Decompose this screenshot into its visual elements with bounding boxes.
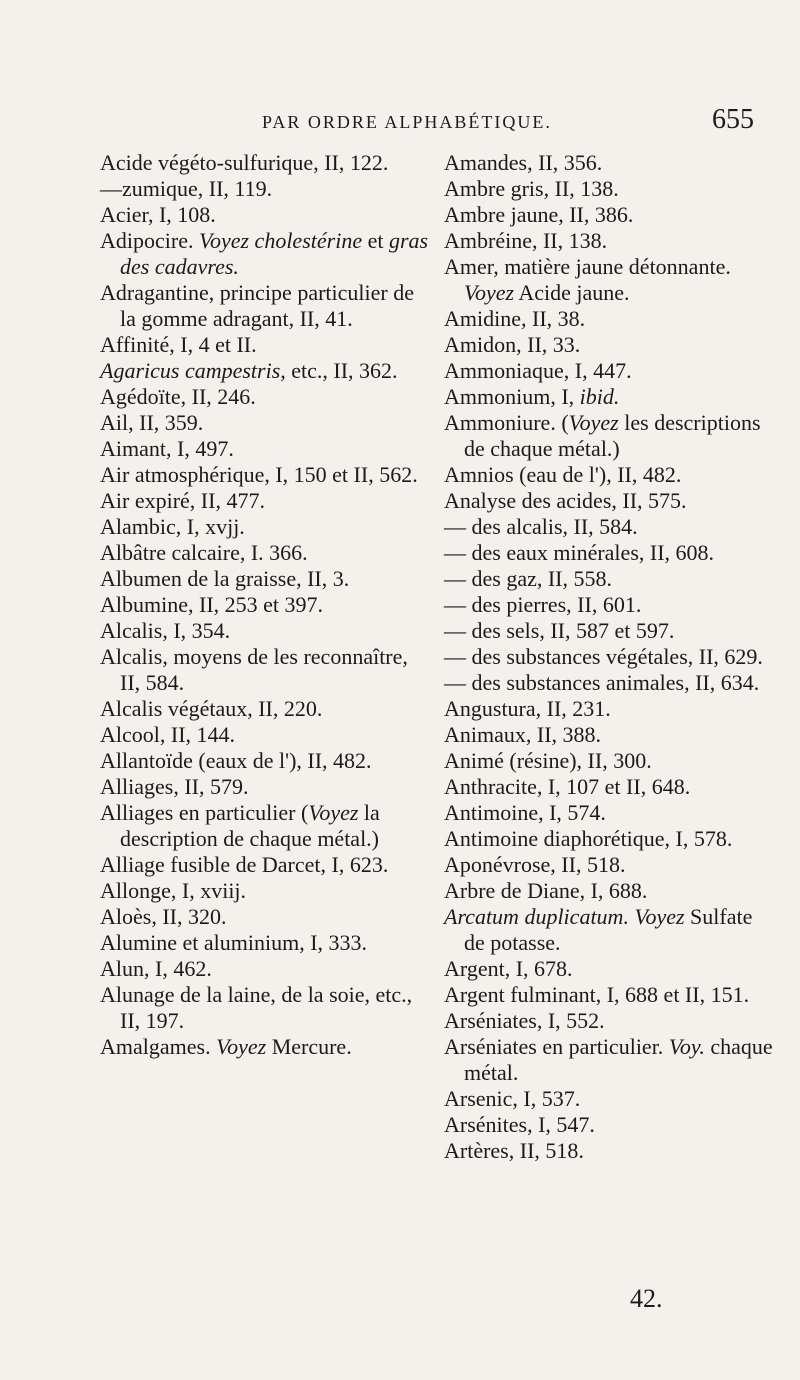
entry-italic-text: Voyez bbox=[568, 410, 619, 435]
index-entry bbox=[100, 722, 430, 748]
entry-text: Anthracite, I, 107 et II, 648. bbox=[444, 774, 691, 799]
entry-text: Arsenic, I, 537. bbox=[444, 1086, 581, 1111]
entry-text: Albâtre calcaire, I. 366. bbox=[100, 540, 308, 565]
index-entry bbox=[100, 982, 430, 1034]
index-entry bbox=[100, 410, 430, 436]
index-entry bbox=[100, 228, 430, 280]
index-entry bbox=[444, 514, 774, 540]
index-entry bbox=[444, 254, 774, 306]
entry-text: — des alcalis, II, 584. bbox=[444, 514, 638, 539]
index-entry bbox=[444, 722, 774, 748]
entry-text: Alunage de la laine, de la soie, etc., II, 197. bbox=[100, 982, 413, 1033]
entry-text: Ammonium, I, bbox=[444, 384, 575, 409]
entry-text: etc., II, 362. bbox=[285, 358, 398, 383]
entry-text: Artères, II, 518. bbox=[444, 1138, 584, 1163]
entry-text: Acide végéto-sulfurique, II, 122. bbox=[100, 150, 389, 175]
entry-text: Amalgames. bbox=[100, 1034, 211, 1059]
entry-text: Allantoïde (eaux de l'), II, 482. bbox=[100, 748, 372, 773]
entry-text: Adipocire. bbox=[100, 228, 194, 253]
index-entry bbox=[100, 800, 430, 852]
entry-text: — des substances végétales, II, 629. bbox=[444, 644, 763, 669]
index-entry bbox=[444, 488, 774, 514]
entry-text: Animé (résine), II, 300. bbox=[444, 748, 652, 773]
index-entry bbox=[444, 462, 774, 488]
index-entry bbox=[444, 1086, 774, 1112]
entry-text: Alcool, II, 144. bbox=[100, 722, 236, 747]
index-entry bbox=[444, 1138, 774, 1164]
entry-text: Arséniates en particulier. bbox=[444, 1034, 664, 1059]
index-entry bbox=[100, 280, 430, 332]
index-entry bbox=[100, 332, 430, 358]
index-entry bbox=[100, 176, 430, 202]
entry-text: chaque métal. bbox=[464, 1034, 773, 1085]
entry-text: Ail, II, 359. bbox=[100, 410, 204, 435]
running-title: PAR ORDRE ALPHABÉTIQUE. bbox=[262, 111, 552, 132]
index-entry bbox=[444, 956, 774, 982]
entry-text: Air expiré, II, 477. bbox=[100, 488, 265, 513]
entry-text: et bbox=[362, 228, 389, 253]
index-entry bbox=[444, 852, 774, 878]
entry-italic-text: Arcatum duplicatum. bbox=[444, 904, 629, 929]
index-entry bbox=[100, 592, 430, 618]
entry-text: Arséniates, I, 552. bbox=[444, 1008, 605, 1033]
index-entry bbox=[100, 878, 430, 904]
index-entry bbox=[444, 592, 774, 618]
entry-text: — des gaz, II, 558. bbox=[444, 566, 613, 591]
index-entry bbox=[100, 436, 430, 462]
index-entry bbox=[444, 1008, 774, 1034]
entry-text: Ambréine, II, 138. bbox=[444, 228, 608, 253]
entry-text: Albumine, II, 253 et 397. bbox=[100, 592, 324, 617]
entry-italic-text: Voyez bbox=[308, 800, 359, 825]
entry-text: Amnios (eau de l'), II, 482. bbox=[444, 462, 682, 487]
entry-text: Alliages en particulier ( bbox=[100, 800, 309, 825]
entry-text: Albumen de la graisse, II, 3. bbox=[100, 566, 350, 591]
index-entry bbox=[444, 1034, 774, 1086]
entry-text: Amidon, II, 33. bbox=[444, 332, 581, 357]
page-number: 655 bbox=[712, 104, 754, 135]
entry-text: les descriptions de chaque métal.) bbox=[464, 410, 761, 461]
index-entry bbox=[444, 540, 774, 566]
index-entry bbox=[100, 358, 430, 384]
entry-text: Analyse des acides, II, 575. bbox=[444, 488, 687, 513]
entry-text: Alcalis, moyens de les reconnaître, II, 584. bbox=[100, 644, 408, 695]
entry-text: — des substances animales, II, 634. bbox=[444, 670, 760, 695]
entry-text: Argent fulminant, I, 688 et II, 151. bbox=[444, 982, 750, 1007]
entry-text: Ambre gris, II, 138. bbox=[444, 176, 619, 201]
entry-italic-text: Voyez cholestérine bbox=[198, 228, 363, 253]
index-entry bbox=[444, 384, 774, 410]
entry-text: Acide jaune. bbox=[514, 280, 630, 305]
index-entry bbox=[100, 930, 430, 956]
index-entry bbox=[100, 488, 430, 514]
entry-text: Aponévrose, II, 518. bbox=[444, 852, 626, 877]
entry-text: Alliages, II, 579. bbox=[100, 774, 249, 799]
entry-italic-text: ibid. bbox=[579, 384, 620, 409]
index-entry bbox=[100, 956, 430, 982]
entry-text: Alcalis, I, 354. bbox=[100, 618, 231, 643]
index-entry bbox=[444, 696, 774, 722]
entry-text: — des eaux minérales, II, 608. bbox=[444, 540, 715, 565]
entry-italic-text: Voyez bbox=[464, 280, 515, 305]
signature-mark: 42. bbox=[630, 1284, 663, 1313]
entry-text: Antimoine diaphorétique, I, 578. bbox=[444, 826, 733, 851]
entry-text: Arbre de Diane, I, 688. bbox=[444, 878, 648, 903]
index-entry bbox=[444, 748, 774, 774]
index-entry bbox=[100, 514, 430, 540]
index-entry bbox=[444, 176, 774, 202]
index-entry bbox=[100, 618, 430, 644]
index-entry bbox=[444, 566, 774, 592]
index-entry bbox=[100, 774, 430, 800]
entry-text: — des sels, II, 587 et 597. bbox=[444, 618, 675, 643]
index-entry bbox=[444, 1112, 774, 1138]
entry-text: Alun, I, 462. bbox=[100, 956, 212, 981]
index-entry bbox=[444, 618, 774, 644]
entry-text: Adragantine, principe particulier de la gomme adragant, II, 41. bbox=[100, 280, 414, 331]
index-entry bbox=[100, 748, 430, 774]
index-entry bbox=[444, 644, 774, 670]
index-entry bbox=[444, 670, 774, 696]
entry-text: Sulfate de potasse. bbox=[464, 904, 753, 955]
entry-text: Angustura, II, 231. bbox=[444, 696, 611, 721]
entry-italic-text: Voyez bbox=[216, 1034, 267, 1059]
index-entry bbox=[100, 462, 430, 488]
index-entry bbox=[444, 982, 774, 1008]
index-entry bbox=[444, 904, 774, 956]
index-entry bbox=[444, 826, 774, 852]
entry-text: Air atmosphérique, I, 150 et II, 562. bbox=[100, 462, 418, 487]
entry-text: Ammoniaque, I, 447. bbox=[444, 358, 632, 383]
index-entry bbox=[444, 410, 774, 462]
entry-italic-text: Voy. bbox=[668, 1034, 705, 1059]
index-entry bbox=[444, 150, 774, 176]
index-entry bbox=[100, 150, 430, 176]
entry-text: Argent, I, 678. bbox=[444, 956, 573, 981]
index-entry bbox=[100, 852, 430, 878]
index-entry bbox=[444, 878, 774, 904]
entry-text: Alambic, I, xvjj. bbox=[100, 514, 245, 539]
entry-text: Allonge, I, xviij. bbox=[100, 878, 247, 903]
entry-text: Ambre jaune, II, 386. bbox=[444, 202, 634, 227]
entry-text: Aloès, II, 320. bbox=[100, 904, 227, 929]
entry-italic-text: gras des cadavres. bbox=[120, 228, 429, 279]
index-entry bbox=[444, 800, 774, 826]
entry-text: la description de chaque métal.) bbox=[120, 800, 380, 851]
index-entry bbox=[100, 540, 430, 566]
index-entry bbox=[100, 202, 430, 228]
entry-italic-text: Voyez bbox=[634, 904, 685, 929]
index-entry bbox=[444, 774, 774, 800]
index-entry bbox=[100, 384, 430, 410]
entry-text: Alcalis végétaux, II, 220. bbox=[100, 696, 323, 721]
page-header bbox=[262, 104, 762, 140]
entry-text: Affinité, I, 4 et II. bbox=[100, 332, 257, 357]
entry-text: Acier, I, 108. bbox=[100, 202, 216, 227]
entry-text: Ammoniure. ( bbox=[444, 410, 569, 435]
index-entry bbox=[444, 228, 774, 254]
entry-text: Aimant, I, 497. bbox=[100, 436, 234, 461]
entry-text: Amandes, II, 356. bbox=[444, 150, 603, 175]
entry-text: Amer, matière jaune détonnante. bbox=[444, 254, 731, 279]
entry-text: Agédoïte, II, 246. bbox=[100, 384, 256, 409]
entry-text: Alliage fusible de Darcet, I, 623. bbox=[100, 852, 389, 877]
entry-text: Arsénites, I, 547. bbox=[444, 1112, 595, 1137]
entry-text: Amidine, II, 38. bbox=[444, 306, 586, 331]
index-entry bbox=[444, 332, 774, 358]
entry-text: —zumique, II, 119. bbox=[100, 176, 273, 201]
entry-italic-text: Agaricus campestris, bbox=[100, 358, 286, 383]
index-entry bbox=[100, 1034, 430, 1060]
index-entry bbox=[100, 566, 430, 592]
entry-text: Mercure. bbox=[266, 1034, 352, 1059]
index-entry bbox=[444, 306, 774, 332]
index-entry bbox=[444, 202, 774, 228]
entry-text: Animaux, II, 388. bbox=[444, 722, 602, 747]
index-column-left bbox=[100, 150, 430, 1060]
index-entry bbox=[100, 644, 430, 696]
index-entry bbox=[100, 696, 430, 722]
entry-text: Alumine et aluminium, I, 333. bbox=[100, 930, 368, 955]
entry-text: Antimoine, I, 574. bbox=[444, 800, 606, 825]
entry-text: — des pierres, II, 601. bbox=[444, 592, 642, 617]
index-entry bbox=[100, 904, 430, 930]
index-entry bbox=[444, 358, 774, 384]
index-column-right bbox=[444, 150, 774, 1164]
